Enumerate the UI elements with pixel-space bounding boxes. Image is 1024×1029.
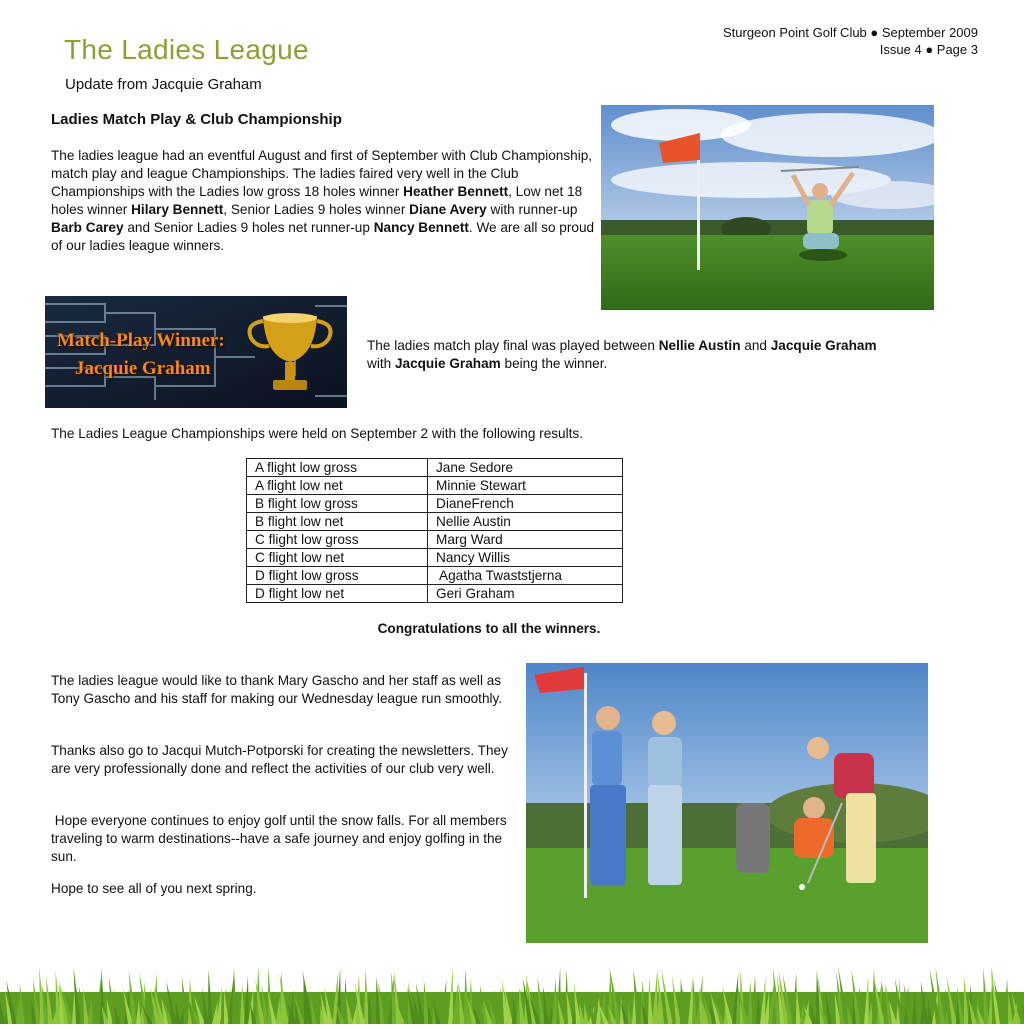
congratulations-text: Congratulations to all the winners. xyxy=(377,621,601,636)
result-winner: Marg Ward xyxy=(428,531,623,549)
result-category: C flight low gross xyxy=(247,531,428,549)
match-play-paragraph: The ladies match play final was played between Nellie Austin and Jacquie Graham with Jacquie Graham being the winner. xyxy=(367,338,877,371)
section-heading: Ladies Match Play & Club Championship xyxy=(51,111,342,128)
result-category: D flight low net xyxy=(247,585,428,603)
newsletter-header xyxy=(723,24,978,58)
newsletter-thanks-paragraph: Thanks also go to Jacqui Mutch-Potporski for creating the newsletters. They are very professionally done and reflect the activities of our club very well. xyxy=(51,743,508,776)
table-row xyxy=(247,459,623,477)
championship-intro: The Ladies League Championships were held on September 2 with the following results. xyxy=(51,426,583,441)
ladies-golf-group-photo xyxy=(526,663,928,943)
result-winner: Geri Graham xyxy=(428,585,623,603)
page-subtitle: Update from Jacquie Graham xyxy=(65,76,262,93)
table-row xyxy=(247,477,623,495)
table-row xyxy=(247,585,623,603)
header-club-date: Sturgeon Point Golf Club ● September 2009 xyxy=(722,25,978,40)
result-winner: Minnie Stewart xyxy=(428,477,623,495)
banner-line2: Jacquie Graham xyxy=(75,358,211,379)
table-row xyxy=(247,495,623,513)
result-winner: Nancy Willis xyxy=(428,549,623,567)
page-title: The Ladies League xyxy=(64,34,309,65)
result-winner: Jane Sedore xyxy=(428,459,623,477)
thanks-paragraph: The ladies league would like to thank Mary Gascho and her staff as well as Tony Gascho and his staff for making our Wednesday league run smoothly. xyxy=(51,673,503,706)
grass-border xyxy=(0,962,1024,1024)
table-row xyxy=(247,549,623,567)
banner-line1: Match-Play Winner: xyxy=(57,330,225,351)
closing-paragraph: Hope to see all of you next spring. xyxy=(51,881,257,896)
result-category: B flight low gross xyxy=(247,495,428,513)
result-category: C flight low net xyxy=(247,549,428,567)
result-category: A flight low net xyxy=(247,477,428,495)
result-winner: DianeFrench xyxy=(428,495,623,513)
result-winner: Nellie Austin xyxy=(428,513,623,531)
season-wishes-paragraph: Hope everyone continues to enjoy golf until the snow falls. For all members traveling to warm destinations--have a safe journey and enjoy golfing in the sun. xyxy=(51,813,511,864)
table-row xyxy=(247,567,623,585)
header-issue-page: Issue 4 ● Page 3 xyxy=(879,42,978,57)
match-play-winner-banner xyxy=(45,296,347,408)
results-table xyxy=(246,458,623,603)
intro-paragraph: The ladies league had an eventful August and first of September with Club Championship, match play and league Championships. The ladies faired very well in the Club Championships with the Ladies low gross 18 holes winner Heather Bennett, Low net 18 holes winner Hilary Bennett, Senior Ladies 9 holes winner Diane Avery with runner-up Barb Carey and Senior Ladies 9 holes net runner-up Nancy Bennett. We are all so proud of our ladies league winners. xyxy=(51,148,595,253)
golfer-celebrating-photo xyxy=(601,105,934,310)
table-row xyxy=(247,531,623,549)
table-row xyxy=(247,513,623,531)
result-category: B flight low net xyxy=(247,513,428,531)
result-category: A flight low gross xyxy=(247,459,428,477)
result-category: D flight low gross xyxy=(247,567,428,585)
result-winner: Agatha Twaststjerna xyxy=(428,567,623,585)
